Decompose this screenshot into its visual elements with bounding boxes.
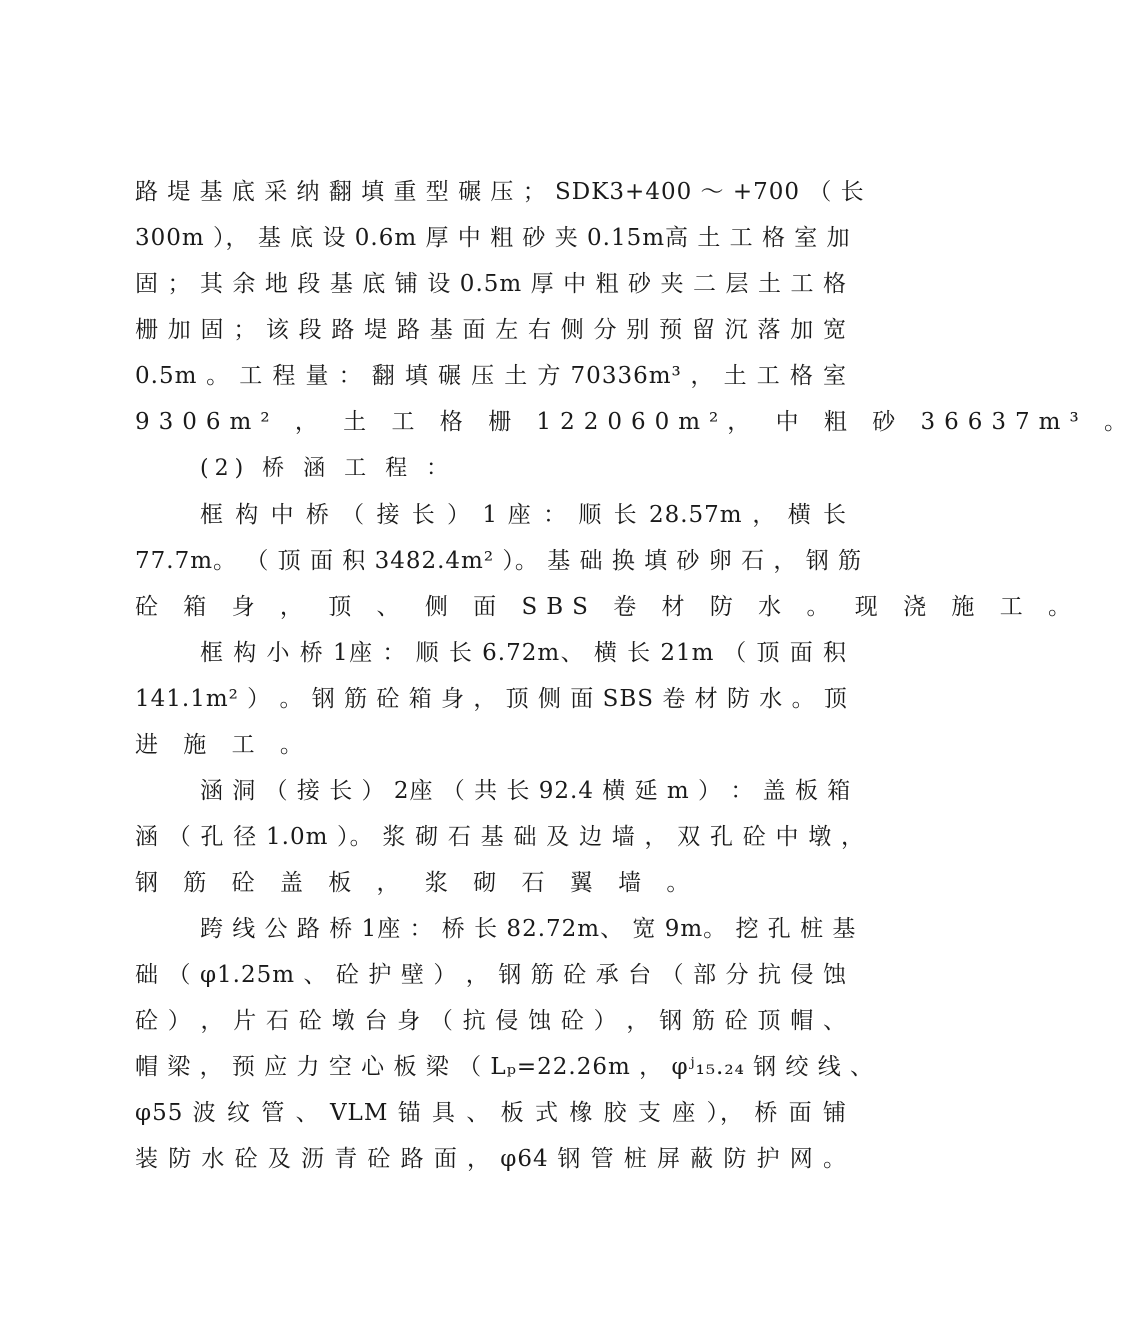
paragraph-line: 涵 洞 （ 接 长 ） 2座 （ 共 长 92.4 横 延 m ） ： 盖 板 箱 (200, 778, 852, 804)
paragraph-line: 141.1m² ） 。 钢 筋 砼 箱 身 ， 顶 侧 面 SBS 卷 材 防 水 。 顶 (135, 686, 848, 712)
paragraph-line: 进 施 工 。 (135, 732, 312, 758)
paragraph-line: 涵 （ 孔 径 1.0m ）。 浆 砌 石 基 础 及 边 墙 ， 双 孔 砼 中 墩 ， (135, 824, 865, 850)
paragraph-line: 帽 梁 ， 预 应 力 空 心 板 梁 （ Lₚ=22.26m ， φʲ₁₅.₂₄ 钢 绞 线 、 (135, 1054, 875, 1080)
paragraph-line: 础 （ φ1.25m 、 砼 护 壁 ） ， 钢 筋 砼 承 台 （ 部 分 抗 侵 蚀 (135, 962, 847, 988)
paragraph-line: 装 防 水 砼 及 沥 青 砼 路 面 ， φ64 钢 管 桩 屏 蔽 防 护 网 。 (135, 1146, 847, 1172)
paragraph-line: 0.5m 。 工 程 量 ： 翻 填 碾 压 土 方 70336m³ ， 土 工 格 室 (135, 363, 847, 389)
paragraph-line: 300m ）， 基 底 设 0.6m 厚 中 粗 砂 夹 0.15m高 土 工 格 室 加 (135, 225, 851, 251)
paragraph-line: φ55 波 纹 管 、 VLM 锚 具 、 板 式 橡 胶 支 座 ）， 桥 面 铺 (135, 1100, 847, 1126)
paragraph-line: 框 构 小 桥 1座 ： 顺 长 6.72m、 横 长 21m （ 顶 面 积 (200, 640, 847, 666)
paragraph-line: 77.7m。 （ 顶 面 积 3482.4m² ）。 基 础 换 填 砂 卵 石 ， 钢 筋 (135, 548, 863, 574)
paragraph-line: 砼 箱 身 ， 顶 、 侧 面 SBS 卷 材 防 水 。 现 浇 施 工 。 (135, 594, 1081, 620)
paragraph-line: 9306m² ， 土 工 格 栅 122060m²， 中 粗 砂 36637m³ 。 (135, 409, 1136, 435)
paragraph-line: 路 堤 基 底 采 纳 翻 填 重 型 碾 压 ； SDK3+400 ～ +700 （ 长 (135, 179, 865, 205)
paragraph-line: 固 ； 其 余 地 段 基 底 铺 设 0.5m 厚 中 粗 砂 夹 二 层 土 工 格 (135, 271, 847, 297)
paragraph-line: 钢 筋 砼 盖 板 ， 浆 砌 石 翼 墙 。 (135, 870, 699, 896)
section-heading: (2) 桥 涵 工 程 ： (200, 456, 455, 481)
paragraph-line: 砼 ） ， 片 石 砼 墩 台 身 （ 抗 侵 蚀 砼 ） ， 钢 筋 砼 顶 帽 、 (135, 1008, 847, 1034)
paragraph-line: 栅 加 固 ； 该 段 路 堤 路 基 面 左 右 侧 分 别 预 留 沉 落 加 宽 (135, 317, 847, 343)
paragraph-line: 框 构 中 桥 （ 接 长 ） 1 座 ： 顺 长 28.57m ， 横 长 (200, 502, 847, 528)
paragraph-line: 跨 线 公 路 桥 1座 ： 桥 长 82.72m、 宽 9m。 挖 孔 桩 基 (200, 916, 857, 942)
